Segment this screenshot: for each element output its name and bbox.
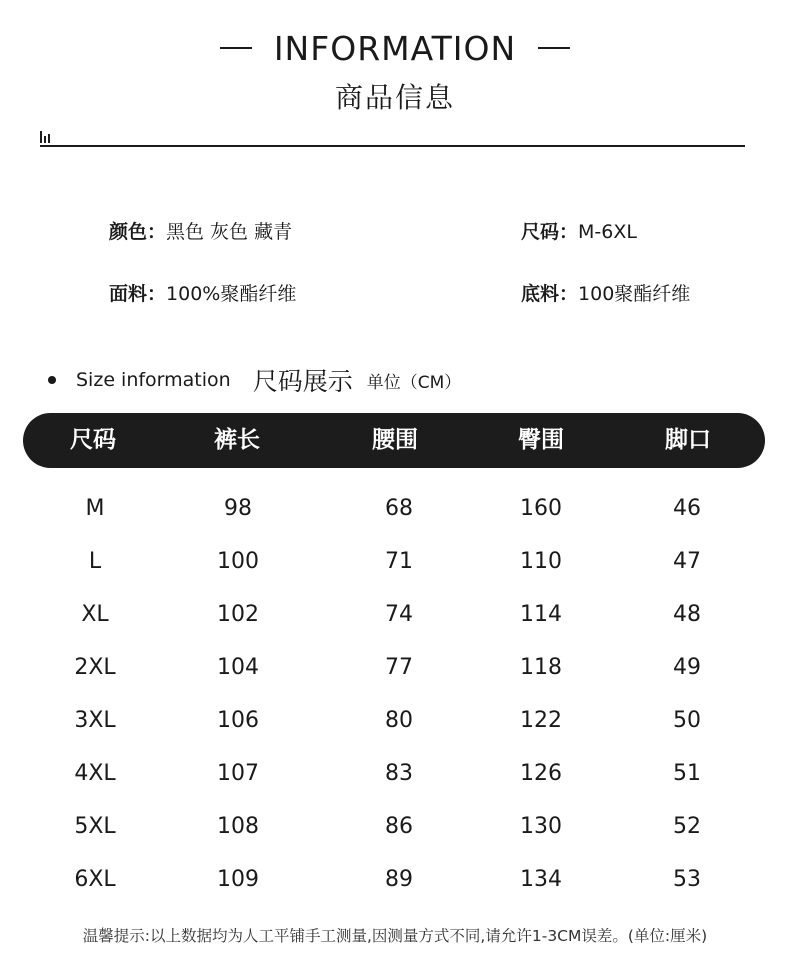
table-row bbox=[0, 800, 790, 853]
table-cell: 160 bbox=[520, 496, 562, 521]
table-row bbox=[0, 747, 790, 800]
table-cell: L bbox=[88, 549, 102, 574]
table-row bbox=[0, 853, 790, 906]
table-cell: XL bbox=[81, 602, 109, 627]
spec-size-label: 尺码： bbox=[521, 221, 579, 243]
spec-color-value: 黑色 灰色 藏青 bbox=[166, 221, 293, 243]
title-en-row bbox=[0, 24, 790, 72]
table-cell: 47 bbox=[673, 549, 701, 574]
spec-color-label: 颜色： bbox=[109, 221, 167, 243]
table-cell: 53 bbox=[673, 867, 701, 892]
table-cell: 6XL bbox=[74, 867, 116, 892]
table-row bbox=[0, 482, 790, 535]
table-cell: 122 bbox=[520, 708, 562, 733]
table-cell: 114 bbox=[520, 602, 562, 627]
table-cell: 46 bbox=[673, 496, 701, 521]
bullet-icon bbox=[48, 376, 56, 384]
table-cell: 71 bbox=[385, 549, 413, 574]
table-cell: 108 bbox=[217, 814, 259, 839]
table-cell: 86 bbox=[385, 814, 413, 839]
table-header bbox=[23, 413, 765, 468]
spec-lining-label: 底料： bbox=[521, 283, 579, 305]
table-row bbox=[0, 588, 790, 641]
spec-fabric bbox=[109, 279, 296, 306]
table-cell: 4XL bbox=[74, 761, 116, 786]
column-header-hip: 臀围 bbox=[518, 427, 564, 453]
spec-lining bbox=[521, 279, 690, 306]
table-cell: 80 bbox=[385, 708, 413, 733]
table-cell: 83 bbox=[385, 761, 413, 786]
table-cell: 107 bbox=[217, 761, 259, 786]
table-cell: 2XL bbox=[74, 655, 116, 680]
spec-fabric-value: 100%聚酯纤维 bbox=[166, 283, 297, 305]
column-header-size: 尺码 bbox=[70, 427, 116, 453]
table-cell: 68 bbox=[385, 496, 413, 521]
table-cell: 102 bbox=[217, 602, 259, 627]
spec-size-value: M-6XL bbox=[578, 221, 637, 243]
column-header-waist: 腰围 bbox=[372, 427, 418, 453]
table-cell: 98 bbox=[224, 496, 252, 521]
title-en: INFORMATION bbox=[273, 28, 517, 68]
table-row bbox=[0, 535, 790, 588]
table-cell: 118 bbox=[520, 655, 562, 680]
title-left-dash bbox=[220, 47, 252, 49]
bar-mark-icon bbox=[40, 131, 54, 143]
table-cell: 51 bbox=[673, 761, 701, 786]
divider bbox=[40, 145, 745, 147]
table-cell: 89 bbox=[385, 867, 413, 892]
table-cell: 74 bbox=[385, 602, 413, 627]
table-cell: 52 bbox=[673, 814, 701, 839]
column-header-length: 裤长 bbox=[214, 427, 260, 453]
table-cell: 130 bbox=[520, 814, 562, 839]
column-header-leg-opening: 脚口 bbox=[665, 427, 711, 453]
table-cell: 3XL bbox=[74, 708, 116, 733]
size-heading-cn: 尺码展示 bbox=[252, 367, 353, 396]
size-heading-en: Size information bbox=[76, 369, 231, 391]
table-cell: 100 bbox=[217, 549, 259, 574]
table-row bbox=[0, 641, 790, 694]
spec-color bbox=[109, 217, 292, 244]
table-cell: 110 bbox=[520, 549, 562, 574]
table-row bbox=[0, 694, 790, 747]
table-cell: 48 bbox=[673, 602, 701, 627]
spec-fabric-label: 面料： bbox=[109, 283, 167, 305]
table-cell: 104 bbox=[217, 655, 259, 680]
table-cell: 50 bbox=[673, 708, 701, 733]
size-heading bbox=[48, 362, 461, 398]
table-cell: 49 bbox=[673, 655, 701, 680]
title-right-dash bbox=[538, 47, 570, 49]
table-cell: 126 bbox=[520, 761, 562, 786]
spec-size bbox=[521, 217, 637, 244]
spec-lining-value: 100聚酯纤维 bbox=[578, 283, 691, 305]
footnote: 温馨提示:以上数据均为人工平铺手工测量,因测量方式不同,请允许1-3CM误差。(单位:厘米) bbox=[82, 927, 708, 945]
table-cell: M bbox=[85, 496, 105, 521]
title-cn: 商品信息 bbox=[334, 81, 455, 114]
size-unit: 单位（CM） bbox=[366, 372, 462, 393]
table-cell: 109 bbox=[217, 867, 259, 892]
table-cell: 106 bbox=[217, 708, 259, 733]
table-cell: 5XL bbox=[74, 814, 116, 839]
table-cell: 134 bbox=[520, 867, 562, 892]
table-cell: 77 bbox=[385, 655, 413, 680]
